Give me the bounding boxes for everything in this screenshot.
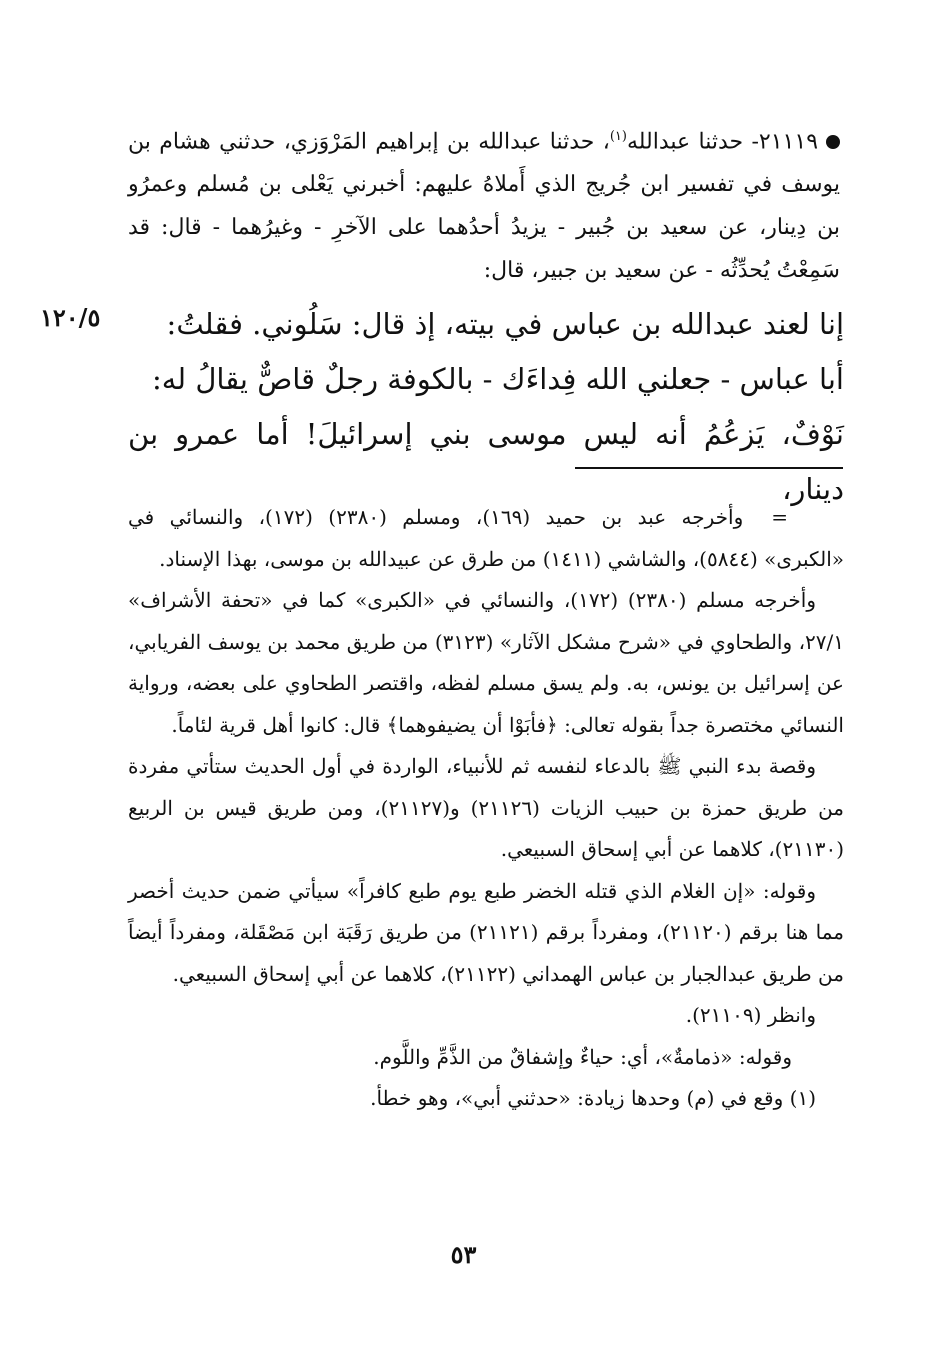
footnote-divider	[575, 467, 843, 469]
hadith-text-start: - حدثنا عبدالله	[626, 129, 759, 155]
matn-line-2: أبا عباس - جعلني الله فِداءَك - بالكوفة رجلٌ قاصٌّ يقالُ له:	[151, 362, 844, 396]
page-number: ٥٣	[450, 1240, 477, 1269]
continuation-mark: =	[771, 505, 789, 529]
hadith-matn	[128, 297, 844, 517]
note-paragraph: =وأخرجه عبد بن حميد (١٦٩)، ومسلم (٢٣٨٠) (١٧٢)، والنسائي في «الكبرى» (٥٨٤٤)، والشاشي (١٤١١) من طرق عن عبيدالله بن موسى، بهذا الإسناد.	[128, 497, 844, 580]
hadith-number: ٢١١١٩	[758, 129, 819, 155]
note-paragraph: وانظر (٢١١٠٩).	[685, 1003, 816, 1027]
note-paragraph: وقصة بدء النبي ﷺ بالدعاء لنفسه ثم للأنبياء، الواردة في أول الحديث ستأتي مفردة من طريق حمزة بن حبيب الزيات (٢١١٢٦) و(٢١١٢٧)، ومن طريق قيس بن الربيع (٢١١٣٠)، كلاهما عن أبي إسحاق السبيعي.	[128, 754, 845, 861]
note-paragraph: وأخرجه مسلم (٢٣٨٠) (١٧٢)، والنسائي في «الكبرى» كما في «تحفة الأشراف» ٢٧/١، والطحاوي في «شرح مشكل الآثار» (٣١٢٣) من طريق محمد بن يوسف الفريابي، عن إسرائيل بن يونس، به. ولم يسق مسلم لفظه، واقتصر الطحاوي على بعضه، ورواية النسائي مختصرة جداً بقوله تعالى: ﴿فأبَوْا أن يضيفوهما﴾ قال: كانوا أهل قرية لئاماً.	[128, 588, 844, 737]
margin-reference: ١٢٠/٥	[40, 303, 101, 332]
bullet-icon	[826, 135, 840, 149]
note-paragraph: وقوله: «ذمامةٌ»، أي: حياءٌ وإشفاقٌ من الذَّمِّ واللَّوم.	[373, 1044, 792, 1069]
matn-line-3: نَوْفٌ، يَزعُمُ أنه ليس موسى بني إسرائيلَ! أما عمرو بن دينار،	[128, 417, 844, 506]
hadith-header	[128, 115, 840, 292]
note-paragraph: وقوله: «إن الغلام الذي قتله الخضر طبع يوم طبع كافراً» سيأتي ضمن حديث أخصر مما هنا برقم (٢١١٢٠)، ومفرداً برقم (٢١١٢١) من طريق رَقَبَة ابن مَصْقَلة، ومفرداً أيضاً من طريق عبدالجبار بن عباس الهمداني (٢١١٢٢)، كلاهما عن أبي إسحاق السبيعي.	[128, 878, 844, 986]
footnotes	[128, 497, 844, 1120]
matn-line-1: إنا لعند عبدالله بن عباس في بيته، إذ قال: سَلُوني. فقلتُ:	[166, 307, 844, 341]
footnote-marker: (١)	[609, 129, 627, 144]
hadith-isnad: ، حدثنا عبدالله بن إبراهيم المَرْوَزي، حدثني هشام بن يوسف في تفسير ابن جُريج الذي أَملاهُ عليهم: أخبرني يَعْلى بن مُسلم وعمرُو بن دِينار، عن سعيد بن جُبير - يزيدُ أحدُهما على الآخرِ - وغيرُهما - قال: قد سَمِعْتُ يُحدِّثُه - عن سعيد بن جبير، قال:	[128, 129, 840, 284]
footnote-1: (١) وقع في (م) وحدها زيادة: «حدثني أبي»، وهو خطأ.	[370, 1086, 816, 1110]
